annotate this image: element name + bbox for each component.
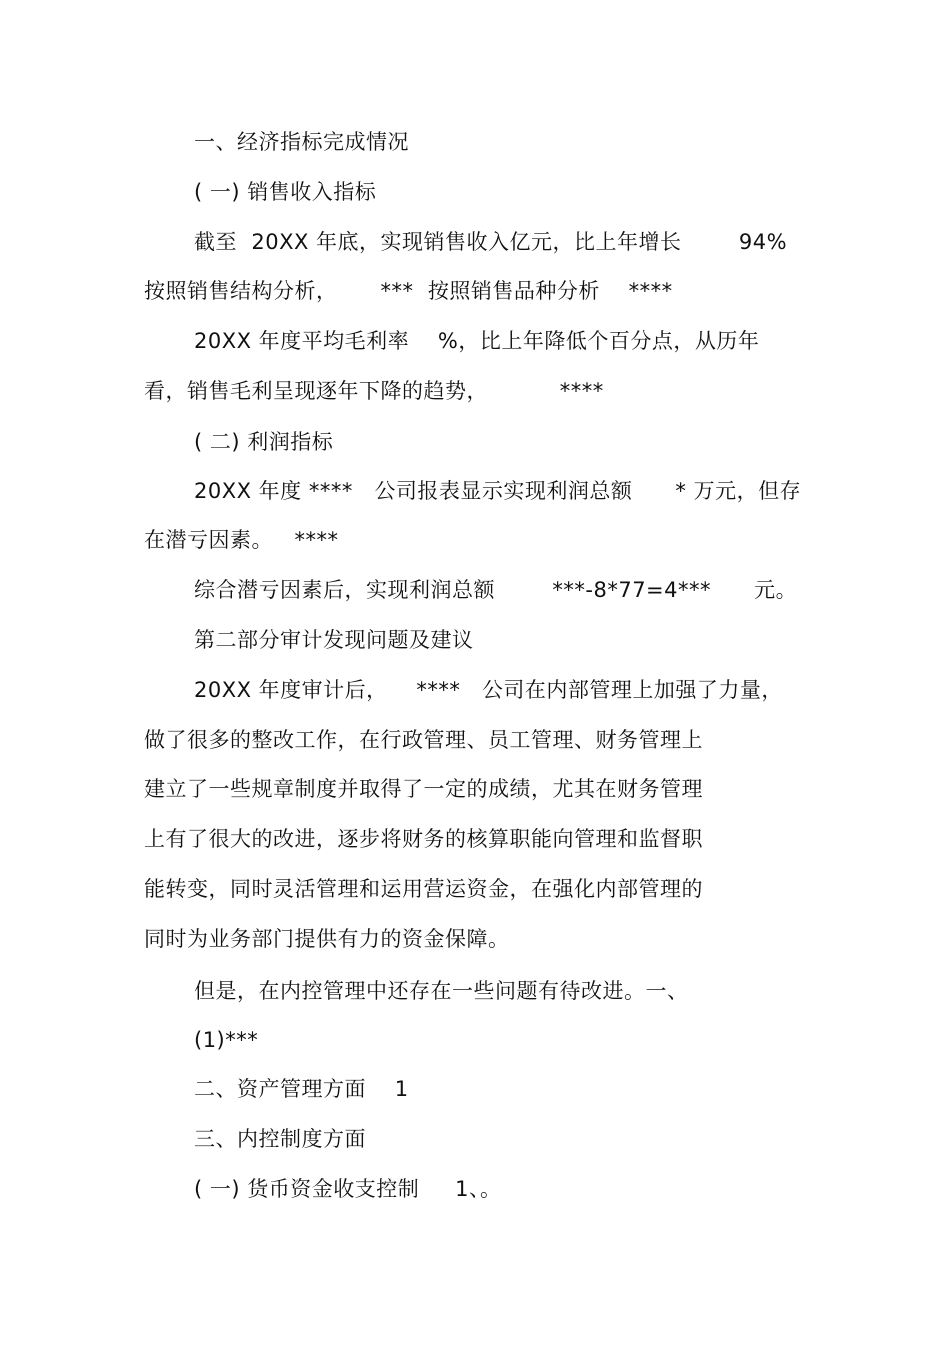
- paragraph-line: 建立了一些规章制度并取得了一定的成绩，尤其在财务管理: [144, 777, 703, 801]
- paragraph-line: 截至 20XX 年底，实现销售收入亿元，比上年增长 94%: [194, 230, 788, 254]
- subheading-cash-control: ( 一) 货币资金收支控制 1、。: [194, 1177, 502, 1201]
- section-heading-audit-findings: 第二部分审计发现问题及建议: [194, 628, 474, 652]
- paragraph-line: 在潜亏因素。 ****: [144, 528, 339, 552]
- paragraph-line: 同时为业务部门提供有力的资金保障。: [144, 927, 510, 951]
- paragraph-line: 20XX 年度审计后， **** 公司在内部管理上加强了力量，: [194, 678, 783, 702]
- section-heading-economic-indicators: 一、经济指标完成情况: [194, 130, 409, 154]
- paragraph-line: 看，销售毛利呈现逐年下降的趋势， ****: [144, 379, 604, 403]
- paragraph-line: 20XX 年度 **** 公司报表显示实现利润总额 * 万元，但存: [194, 479, 802, 503]
- subheading-profit: ( 二) 利润指标: [194, 430, 334, 454]
- paragraph-line: 按照销售结构分析， *** 按照销售品种分析 ****: [144, 279, 673, 303]
- paragraph-line: 上有了很大的改进，逐步将财务的核算职能向管理和监督职: [144, 827, 703, 851]
- paragraph-line: 能转变，同时灵活管理和运用营运资金，在强化内部管理的: [144, 877, 703, 901]
- section-heading-internal-control: 三、内控制度方面: [194, 1127, 366, 1151]
- section-heading-asset-management: 二、资产管理方面 1: [194, 1077, 409, 1101]
- list-item: (1)***: [194, 1028, 259, 1052]
- paragraph-line: 做了很多的整改工作，在行政管理、员工管理、财务管理上: [144, 728, 703, 752]
- paragraph-line: 20XX 年度平均毛利率 %，比上年降低个百分点，从历年: [194, 329, 760, 353]
- subheading-sales-revenue: ( 一) 销售收入指标: [194, 180, 377, 204]
- paragraph-line: 综合潜亏因素后，实现利润总额 ***-8*77=4*** 元。: [194, 578, 798, 602]
- paragraph-line: 但是，在内控管理中还存在一些问题有待改进。一、: [194, 979, 689, 1003]
